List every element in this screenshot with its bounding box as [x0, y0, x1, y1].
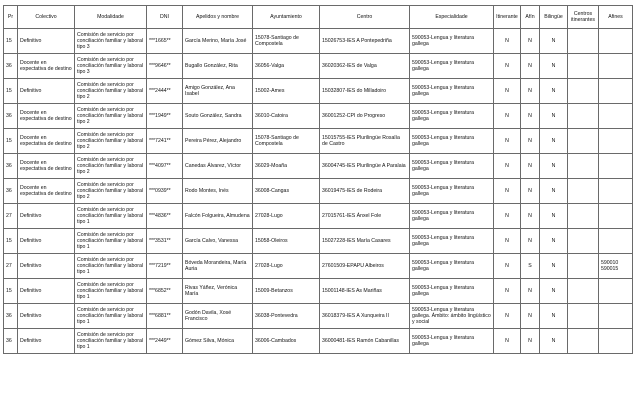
- cell-bilingue: N: [540, 229, 568, 254]
- cell-afines: [599, 129, 633, 154]
- cell-colectivo: Definitivo: [18, 79, 75, 104]
- cell-ayuntamiento: 27028-Lugo: [253, 254, 320, 279]
- cell-afines: [599, 204, 633, 229]
- cell-centro: 36000481-IES Ramón Cabanillas: [320, 329, 410, 354]
- cell-bilingue: N: [540, 254, 568, 279]
- cell-itinerante: N: [494, 129, 521, 154]
- cell-modalidade: Comisión de servicio por conciliación familiar y laboral tipo 1: [75, 204, 147, 229]
- cell-pr: 27: [4, 254, 18, 279]
- cell-bilingue: N: [540, 279, 568, 304]
- cell-itinerante: N: [494, 204, 521, 229]
- table-row: [4, 154, 633, 179]
- header-nombre: Apelidos y nombre: [183, 6, 253, 29]
- cell-modalidade: Comisión de servicio por conciliación familiar y laboral tipo 2: [75, 154, 147, 179]
- cell-centro: 27015761-IES Ánxel Fole: [320, 204, 410, 229]
- cell-dni: ***2444**: [147, 79, 183, 104]
- cell-centro: 36018379-IES A Xunqueira II: [320, 304, 410, 329]
- cell-ayuntamiento: 36010-Catoira: [253, 104, 320, 129]
- cell-modalidade: Comisión de servicio por conciliación familiar y laboral tipo 1: [75, 229, 147, 254]
- table-row: [4, 304, 633, 329]
- cell-afin: N: [521, 129, 540, 154]
- cell-afin: N: [521, 29, 540, 54]
- cell-centro: 27601509-EPAPU Albeiros: [320, 254, 410, 279]
- cell-ayuntamiento: 15002-Ames: [253, 79, 320, 104]
- cell-pr: 15: [4, 129, 18, 154]
- cell-bilingue: N: [540, 79, 568, 104]
- cell-pr: 36: [4, 329, 18, 354]
- header-itinerante: Itinerante: [494, 6, 521, 29]
- cell-nombre: Pereira Pérez, Alejandro: [183, 129, 253, 154]
- cell-modalidade: Comisión de servicio por conciliación familiar y laboral tipo 3: [75, 29, 147, 54]
- header-modalidade: Modalidade: [75, 6, 147, 29]
- cell-ayuntamiento: 36038-Pontevedra: [253, 304, 320, 329]
- cell-itinerante: N: [494, 29, 521, 54]
- cell-itinerante: N: [494, 154, 521, 179]
- cell-afin: N: [521, 104, 540, 129]
- cell-centro: 15032807-IES do Milladoiro: [320, 79, 410, 104]
- cell-centro: 15015755-IES Plurilingüe Rosalía de Castro: [320, 129, 410, 154]
- cell-centro: 15027228-IES María Casares: [320, 229, 410, 254]
- table-row: [4, 79, 633, 104]
- header-bilingue: Bilingüe: [540, 6, 568, 29]
- cell-especialidade: 590053-Lengua y literatura gallega: [410, 129, 494, 154]
- cell-afines: [599, 329, 633, 354]
- cell-centros-itinerantes: [568, 179, 599, 204]
- cell-especialidade: 590053-Lengua y literatura gallega: [410, 254, 494, 279]
- cell-modalidade: Comisión de servicio por conciliación familiar y laboral tipo 1: [75, 279, 147, 304]
- table-row: [4, 279, 633, 304]
- table-row: [4, 104, 633, 129]
- cell-colectivo: Definitivo: [18, 204, 75, 229]
- header-especialidade: Especialidade: [410, 6, 494, 29]
- cell-afines: [599, 79, 633, 104]
- cell-colectivo: Definitivo: [18, 304, 75, 329]
- cell-bilingue: N: [540, 104, 568, 129]
- cell-afin: N: [521, 329, 540, 354]
- cell-afines: 590010 590015: [599, 254, 633, 279]
- table-row: [4, 179, 633, 204]
- cell-afines: [599, 29, 633, 54]
- cell-afin: N: [521, 304, 540, 329]
- assignments-table: [3, 5, 633, 354]
- cell-especialidade: 590053-Lengua y literatura gallega: [410, 104, 494, 129]
- cell-afines: [599, 104, 633, 129]
- cell-modalidade: Comisión de servicio por conciliación familiar y laboral tipo 1: [75, 329, 147, 354]
- table-row: [4, 29, 633, 54]
- cell-colectivo: Docente en expectativa de destino: [18, 129, 75, 154]
- cell-itinerante: N: [494, 104, 521, 129]
- cell-afines: [599, 304, 633, 329]
- cell-itinerante: N: [494, 54, 521, 79]
- cell-dni: ***6881**: [147, 304, 183, 329]
- table-row: [4, 329, 633, 354]
- cell-pr: 15: [4, 29, 18, 54]
- cell-ayuntamiento: 36056-Valga: [253, 54, 320, 79]
- cell-dni: ***4836**: [147, 204, 183, 229]
- cell-centros-itinerantes: [568, 79, 599, 104]
- cell-pr: 15: [4, 229, 18, 254]
- header-colectivo: Colectivo: [18, 6, 75, 29]
- cell-bilingue: N: [540, 329, 568, 354]
- cell-centros-itinerantes: [568, 229, 599, 254]
- cell-afin: N: [521, 154, 540, 179]
- cell-ayuntamiento: 15078-Santiago de Compostela: [253, 29, 320, 54]
- header-dni: DNI: [147, 6, 183, 29]
- header-afines: Afines: [599, 6, 633, 29]
- cell-ayuntamiento: 15009-Betanzos: [253, 279, 320, 304]
- cell-modalidade: Comisión de servicio por conciliación familiar y laboral tipo 3: [75, 54, 147, 79]
- cell-centros-itinerantes: [568, 329, 599, 354]
- cell-afin: N: [521, 204, 540, 229]
- cell-colectivo: Docente en expectativa de destino: [18, 154, 75, 179]
- cell-centros-itinerantes: [568, 254, 599, 279]
- cell-colectivo: Docente en expectativa de destino: [18, 179, 75, 204]
- cell-modalidade: Comisión de servicio por conciliación familiar y laboral tipo 2: [75, 179, 147, 204]
- cell-nombre: García Merino, María José: [183, 29, 253, 54]
- cell-dni: ***6852**: [147, 279, 183, 304]
- cell-ayuntamiento: 15078-Santiago de Compostela: [253, 129, 320, 154]
- cell-especialidade: 590053-Lengua y literatura gallega. Ámbito: ámbito lingüístico y social: [410, 304, 494, 329]
- cell-centros-itinerantes: [568, 54, 599, 79]
- cell-centro: 15001148-IES As Mariñas: [320, 279, 410, 304]
- cell-colectivo: Docente en expectativa de destino: [18, 54, 75, 79]
- cell-dni: ***7241**: [147, 129, 183, 154]
- cell-nombre: Amigo González, Ana Isabel: [183, 79, 253, 104]
- cell-centro: 36019475-IES de Rodeira: [320, 179, 410, 204]
- cell-nombre: Bóveda Morandeira, María Auria: [183, 254, 253, 279]
- cell-pr: 36: [4, 104, 18, 129]
- cell-centros-itinerantes: [568, 304, 599, 329]
- cell-nombre: Gómez Silva, Mónica: [183, 329, 253, 354]
- cell-ayuntamiento: 27028-Lugo: [253, 204, 320, 229]
- cell-centro: 36020362-IES de Valga: [320, 54, 410, 79]
- cell-modalidade: Comisión de servicio por conciliación familiar y laboral tipo 1: [75, 254, 147, 279]
- cell-pr: 36: [4, 154, 18, 179]
- cell-pr: 36: [4, 54, 18, 79]
- cell-afin: N: [521, 79, 540, 104]
- cell-afin: N: [521, 279, 540, 304]
- cell-itinerante: N: [494, 79, 521, 104]
- cell-itinerante: N: [494, 254, 521, 279]
- cell-ayuntamiento: 15058-Oleiros: [253, 229, 320, 254]
- table-row: [4, 54, 633, 79]
- cell-colectivo: Definitivo: [18, 229, 75, 254]
- cell-colectivo: Definitivo: [18, 254, 75, 279]
- cell-modalidade: Comisión de servicio por conciliación familiar y laboral tipo 2: [75, 79, 147, 104]
- table-row: [4, 254, 633, 279]
- cell-afines: [599, 54, 633, 79]
- cell-afines: [599, 154, 633, 179]
- cell-bilingue: N: [540, 179, 568, 204]
- cell-centros-itinerantes: [568, 129, 599, 154]
- cell-modalidade: Comisión de servicio por conciliación familiar y laboral tipo 2: [75, 129, 147, 154]
- cell-centros-itinerantes: [568, 29, 599, 54]
- cell-dni: ***1949**: [147, 104, 183, 129]
- cell-pr: 27: [4, 204, 18, 229]
- cell-itinerante: N: [494, 304, 521, 329]
- header-pr: Pr: [4, 6, 18, 29]
- cell-especialidade: 590053-Lengua y literatura gallega: [410, 154, 494, 179]
- cell-bilingue: N: [540, 54, 568, 79]
- cell-especialidade: 590053-Lengua y literatura gallega: [410, 29, 494, 54]
- header-centros-itinerantes: Centros itinerantes: [568, 6, 599, 29]
- cell-dni: ***3531**: [147, 229, 183, 254]
- cell-pr: 15: [4, 279, 18, 304]
- cell-pr: 36: [4, 179, 18, 204]
- cell-especialidade: 590053-Lengua y literatura gallega: [410, 329, 494, 354]
- cell-dni: ***4097**: [147, 154, 183, 179]
- cell-afin: N: [521, 179, 540, 204]
- cell-bilingue: N: [540, 204, 568, 229]
- cell-centro: 36004745-IES Plurilingüe A Paralaia: [320, 154, 410, 179]
- cell-nombre: Rodo Montes, Inés: [183, 179, 253, 204]
- cell-centro: 15026753-IES A Pontepedriña: [320, 29, 410, 54]
- cell-centros-itinerantes: [568, 204, 599, 229]
- cell-itinerante: N: [494, 179, 521, 204]
- table-row: [4, 229, 633, 254]
- cell-pr: 36: [4, 304, 18, 329]
- cell-modalidade: Comisión de servicio por conciliación familiar y laboral tipo 1: [75, 304, 147, 329]
- header-afin: Afín: [521, 6, 540, 29]
- cell-colectivo: Docente en expectativa de destino: [18, 104, 75, 129]
- cell-centros-itinerantes: [568, 279, 599, 304]
- cell-afines: [599, 279, 633, 304]
- cell-afin: N: [521, 229, 540, 254]
- cell-nombre: Bugallo González, Rita: [183, 54, 253, 79]
- cell-bilingue: N: [540, 304, 568, 329]
- cell-nombre: García Calvo, Vanessa: [183, 229, 253, 254]
- cell-dni: ***0939**: [147, 179, 183, 204]
- cell-especialidade: 590053-Lengua y literatura gallega: [410, 229, 494, 254]
- cell-especialidade: 590053-Lengua y literatura gallega: [410, 79, 494, 104]
- table-header-row: [4, 6, 633, 29]
- table-body: [4, 29, 633, 354]
- cell-itinerante: N: [494, 329, 521, 354]
- cell-afines: [599, 179, 633, 204]
- cell-itinerante: N: [494, 229, 521, 254]
- table-row: [4, 204, 633, 229]
- cell-modalidade: Comisión de servicio por conciliación familiar y laboral tipo 2: [75, 104, 147, 129]
- cell-centros-itinerantes: [568, 104, 599, 129]
- cell-pr: 15: [4, 79, 18, 104]
- cell-dni: ***7219**: [147, 254, 183, 279]
- cell-nombre: Godón Davila, Xosé Francisco: [183, 304, 253, 329]
- cell-afin: S: [521, 254, 540, 279]
- cell-centro: 36001252-CPI do Progreso: [320, 104, 410, 129]
- cell-ayuntamiento: 36008-Cangas: [253, 179, 320, 204]
- cell-especialidade: 590053-Lengua y literatura gallega: [410, 179, 494, 204]
- cell-nombre: Falcón Folgueira, Almudena: [183, 204, 253, 229]
- cell-itinerante: N: [494, 279, 521, 304]
- cell-dni: ***9646**: [147, 54, 183, 79]
- cell-centros-itinerantes: [568, 154, 599, 179]
- cell-afin: N: [521, 54, 540, 79]
- cell-especialidade: 590053-Lengua y literatura gallega: [410, 54, 494, 79]
- document-page: [3, 5, 623, 354]
- header-centro: Centro: [320, 6, 410, 29]
- cell-dni: ***1665**: [147, 29, 183, 54]
- cell-colectivo: Definitivo: [18, 329, 75, 354]
- cell-afines: [599, 229, 633, 254]
- cell-ayuntamiento: 36029-Moaña: [253, 154, 320, 179]
- table-row: [4, 129, 633, 154]
- cell-colectivo: Definitivo: [18, 279, 75, 304]
- cell-ayuntamiento: 36006-Cambados: [253, 329, 320, 354]
- cell-nombre: Canedas Álvarez, Víctor: [183, 154, 253, 179]
- header-ayuntamiento: Ayuntamiento: [253, 6, 320, 29]
- cell-especialidade: 590053-Lengua y literatura gallega: [410, 204, 494, 229]
- cell-dni: ***2449**: [147, 329, 183, 354]
- cell-especialidade: 590053-Lengua y literatura gallega: [410, 279, 494, 304]
- cell-nombre: Rivas Yáñez, Verónica María: [183, 279, 253, 304]
- cell-nombre: Souto González, Sandra: [183, 104, 253, 129]
- cell-bilingue: N: [540, 29, 568, 54]
- cell-colectivo: Definitivo: [18, 29, 75, 54]
- cell-bilingue: N: [540, 154, 568, 179]
- cell-bilingue: N: [540, 129, 568, 154]
